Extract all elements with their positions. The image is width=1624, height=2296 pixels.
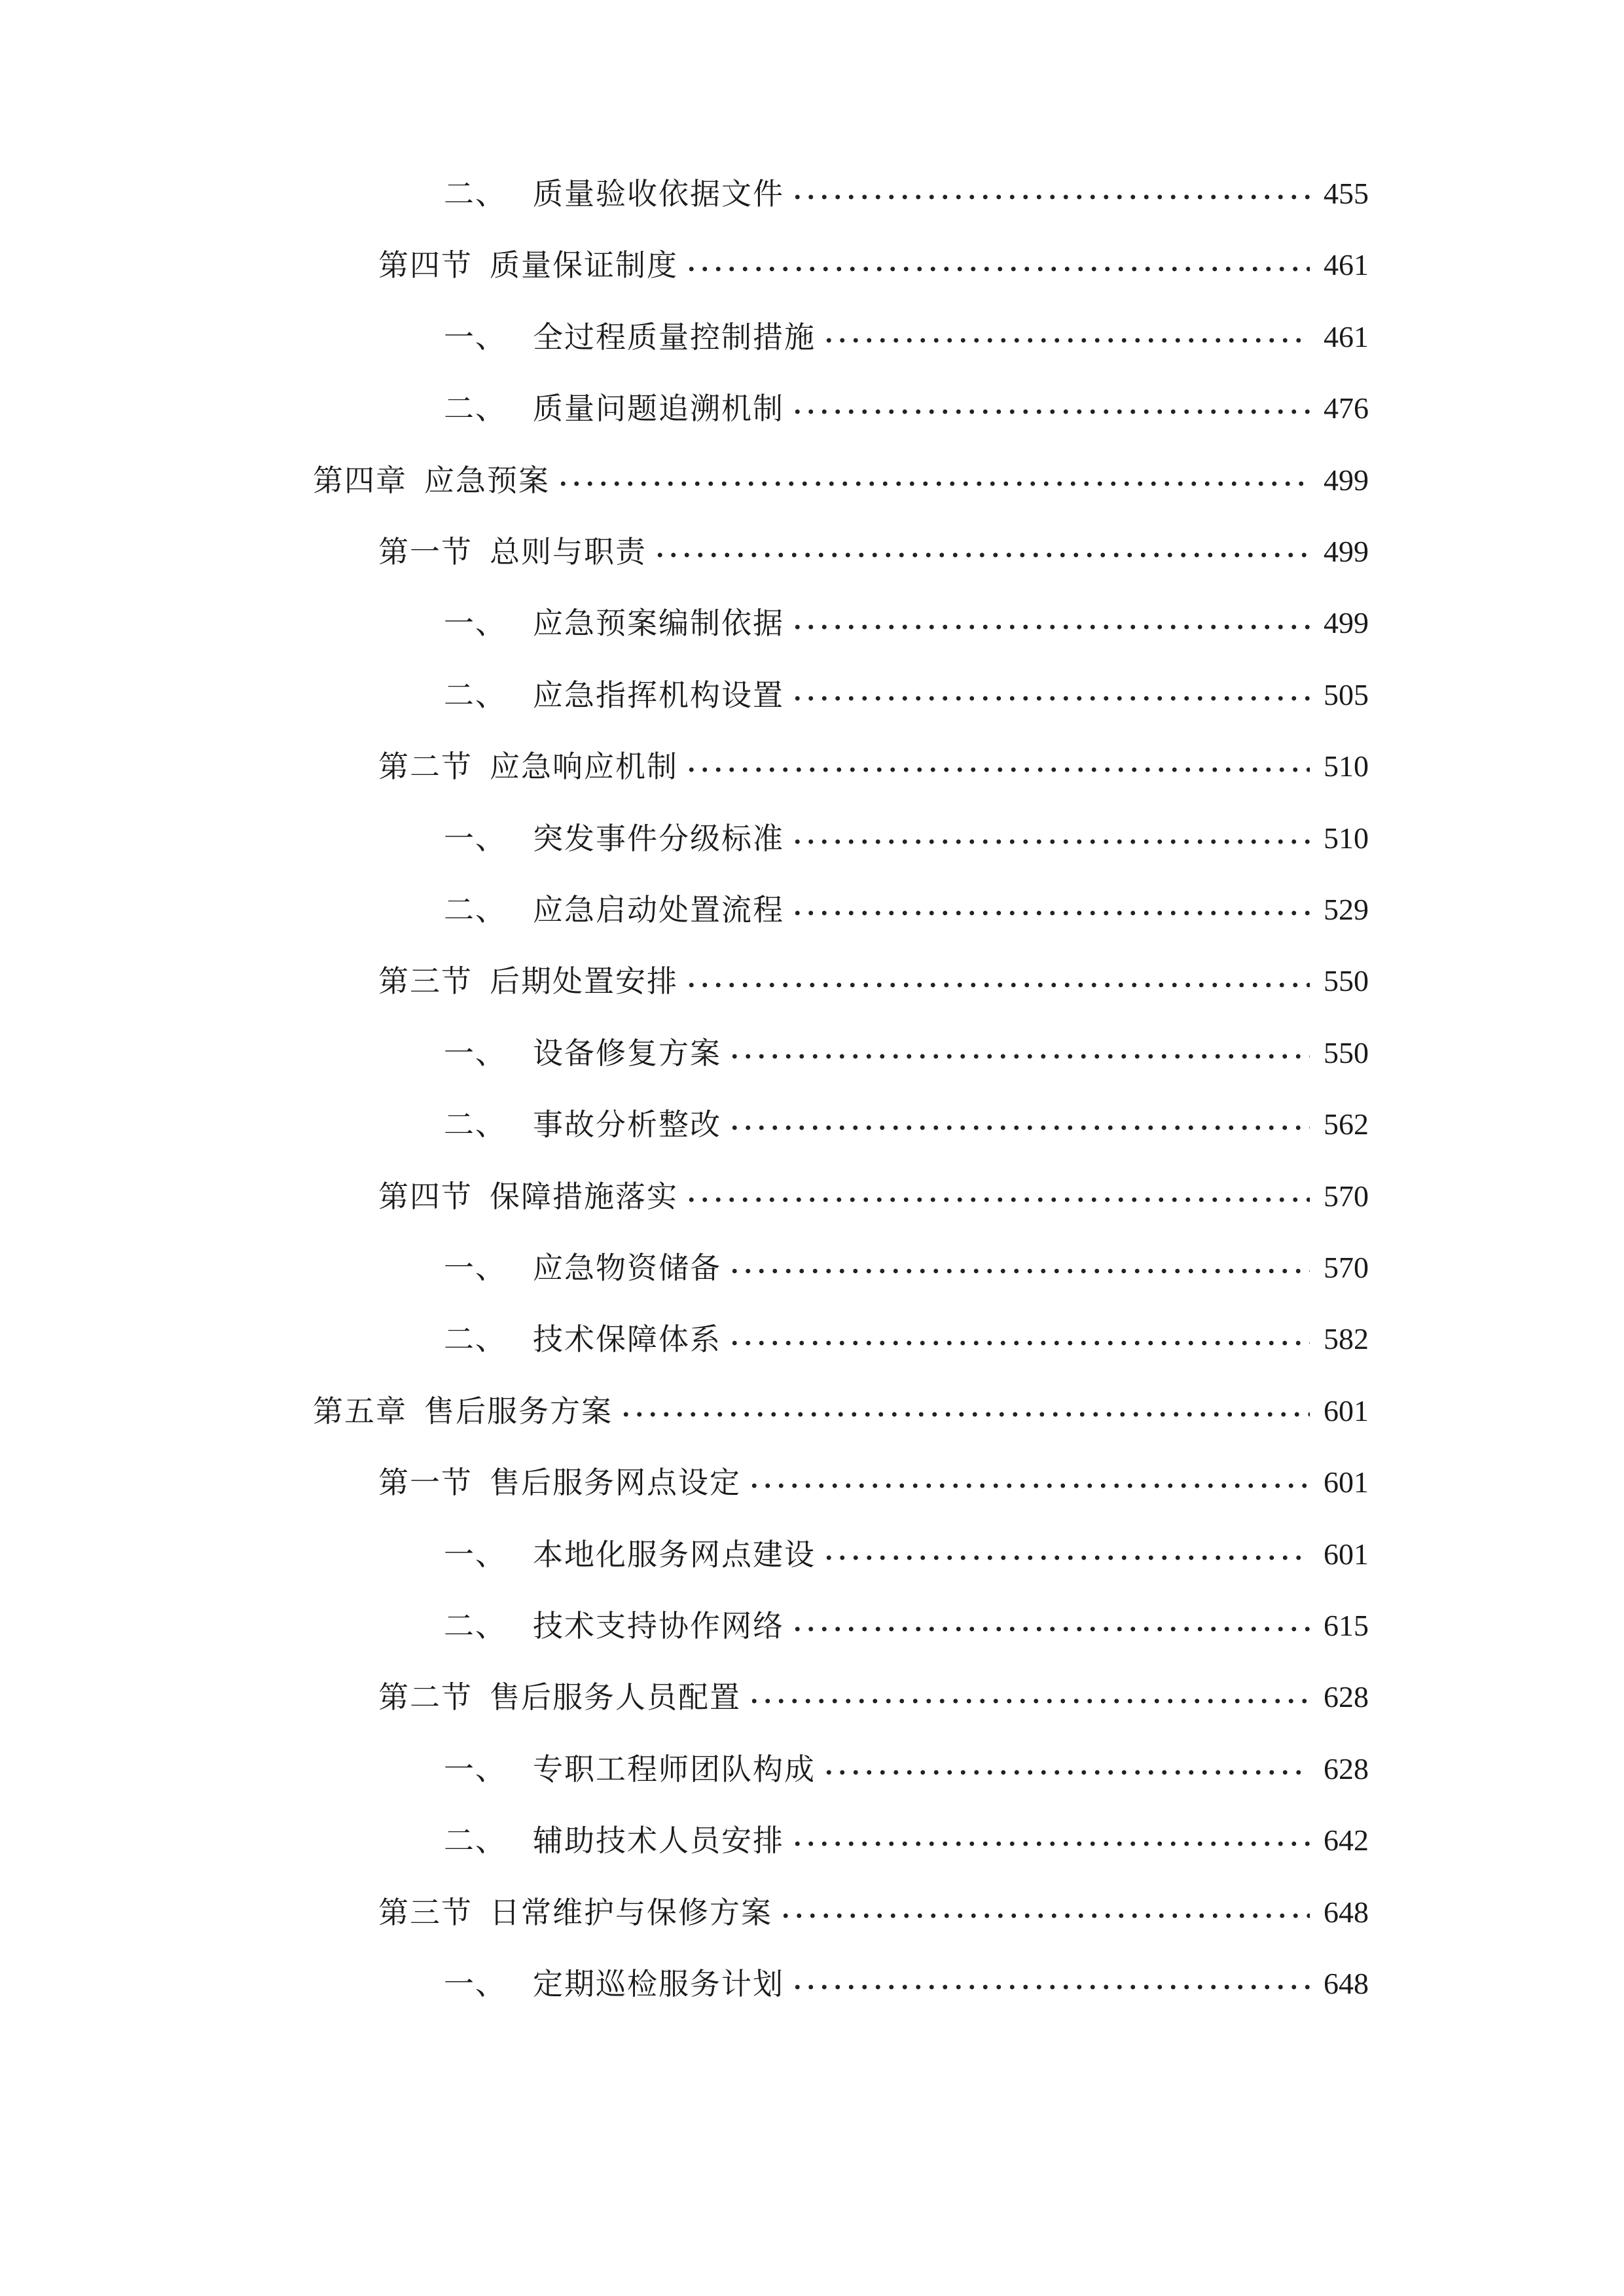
toc-entry-title: 售后服务网点设定 [490,1465,741,1501]
toc-dot-leader [685,740,1310,793]
toc-entry-title: 技术支持协作网络 [533,1608,784,1643]
toc-dot-leader [791,1958,1310,2010]
toc-entry-prefix: 二、 [444,1608,507,1643]
toc-entry-item[interactable] [444,812,1369,865]
toc-entry-page-number: 550 [1324,964,1369,998]
toc-entry-item[interactable] [444,1600,1369,1652]
toc-entry-prefix: 第四节 [378,1178,473,1214]
toc-entry-title: 应急预案 [424,462,550,498]
toc-entry-label [378,1671,741,1723]
toc-entry-prefix: 一、 [444,1250,507,1285]
toc-entry-prefix: 第二节 [378,749,473,785]
toc-dot-leader [791,168,1310,220]
toc-entry-prefix: 二、 [444,176,507,211]
toc-entry-prefix: 一、 [444,1751,507,1787]
toc-entry-page-number: 455 [1324,177,1369,210]
toc-entry-title: 突发事件分级标准 [533,820,784,856]
toc-entry-page-number: 562 [1324,1107,1369,1141]
toc-entry-label [378,1456,741,1509]
toc-dot-leader [791,812,1310,865]
toc-entry-section[interactable] [378,955,1369,1007]
toc-dot-leader [728,1098,1310,1151]
toc-dot-leader [653,526,1310,578]
toc-entry-item[interactable] [444,1098,1369,1151]
toc-entry-page-number: 570 [1324,1179,1369,1213]
toc-entry-item[interactable] [444,311,1369,363]
toc-entry-item[interactable] [444,669,1369,721]
toc-entry-page-number: 642 [1324,1823,1369,1857]
toc-entry-title: 事故分析整改 [533,1107,721,1143]
toc-entry-title: 应急响应机制 [490,749,678,785]
toc-dot-leader [822,1528,1310,1581]
toc-entry-title: 应急启动处置流程 [533,892,784,927]
toc-dot-leader [685,1170,1310,1223]
toc-entry-label [444,1958,784,2010]
toc-entry-page-number: 628 [1324,1751,1369,1785]
toc-entry-title: 应急指挥机构设置 [533,677,784,713]
toc-entry-page-number: 601 [1324,1465,1369,1499]
toc-dot-leader [791,1814,1310,1867]
toc-entry-label [378,740,678,793]
toc-entry-prefix: 第一节 [378,1465,473,1501]
toc-entry-section[interactable] [378,239,1369,291]
toc-entry-label [444,1528,816,1581]
toc-dot-leader [822,1743,1310,1795]
toc-entry-prefix: 第三节 [378,963,473,999]
toc-entry-item[interactable] [444,1027,1369,1079]
toc-dot-leader [728,1313,1310,1365]
toc-entry-page-number: 601 [1324,1393,1369,1427]
toc-entry-prefix: 第三节 [378,1894,473,1930]
toc-entry-title: 总则与职责 [490,534,647,569]
toc-entry-label [313,1385,613,1437]
toc-entry-item[interactable] [444,1313,1369,1365]
toc-entry-item[interactable] [444,382,1369,435]
toc-entry-page-number: 461 [1324,319,1369,353]
toc-entry-item[interactable] [444,1242,1369,1294]
toc-entry-item[interactable] [444,1814,1369,1867]
toc-entry-page-number: 615 [1324,1609,1369,1642]
toc-entry-prefix: 二、 [444,391,507,427]
toc-entry-page-number: 570 [1324,1251,1369,1284]
toc-entry-page-number: 510 [1324,749,1369,783]
toc-entry-title: 设备修复方案 [533,1035,721,1071]
toc-entry-label [378,526,647,578]
toc-dot-leader [791,884,1310,936]
toc-entry-label [313,454,550,507]
toc-entry-section[interactable] [378,1170,1369,1223]
toc-entry-label [444,1313,721,1365]
toc-entry-label [444,1600,784,1652]
toc-entry-prefix: 二、 [444,1107,507,1143]
toc-entry-prefix: 一、 [444,605,507,641]
toc-entry-page-number: 499 [1324,535,1369,568]
toc-entry-title: 后期处置安排 [490,963,678,999]
toc-entry-page-number: 510 [1324,821,1369,855]
toc-entry-title: 保障措施落实 [490,1178,678,1214]
toc-entry-prefix: 一、 [444,1035,507,1071]
toc-entry-prefix: 一、 [444,319,507,355]
toc-entry-section[interactable] [378,526,1369,578]
toc-entry-title: 本地化服务网点建设 [533,1536,816,1572]
toc-entry-section[interactable] [378,1671,1369,1723]
toc-entry-page-number: 505 [1324,677,1369,711]
toc-entry-title: 质量问题追溯机制 [533,391,784,427]
toc-entry-title: 售后服务人员配置 [490,1679,741,1715]
toc-entry-page-number: 648 [1324,1895,1369,1929]
toc-entry-prefix: 二、 [444,892,507,927]
toc-entry-page-number: 550 [1324,1035,1369,1069]
toc-dot-leader [685,955,1310,1007]
toc-entry-title: 辅助技术人员安排 [533,1823,784,1859]
toc-entry-title: 应急物资储备 [533,1250,721,1285]
toc-entry-page-number: 628 [1324,1680,1369,1714]
toc-dot-leader [728,1027,1310,1079]
toc-entry-prefix: 第五章 [313,1393,407,1429]
toc-dot-leader [791,669,1310,721]
toc-entry-label [444,382,784,435]
toc-dot-leader [822,311,1310,363]
toc-entry-label [444,168,784,220]
toc-entry-prefix: 一、 [444,820,507,856]
toc-entry-label [378,239,678,291]
toc-entry-label [444,812,784,865]
toc-entry-title: 质量保证制度 [490,247,678,283]
toc-entry-chapter[interactable] [313,1385,1369,1437]
toc-entry-label [378,955,678,1007]
toc-dot-leader [748,1671,1310,1723]
toc-entry-chapter[interactable] [313,454,1369,507]
toc-dot-leader [619,1385,1310,1437]
toc-entry-title: 质量验收依据文件 [533,176,784,211]
toc-entry-label [444,1098,721,1151]
toc-entry-title: 专职工程师团队构成 [533,1751,816,1787]
toc-entry-item[interactable] [444,1743,1369,1795]
toc-entry-prefix: 二、 [444,677,507,713]
toc-entry-section[interactable] [378,1456,1369,1509]
toc-entry-section[interactable] [378,740,1369,793]
toc-dot-leader [728,1242,1310,1294]
toc-entry-prefix: 第二节 [378,1679,473,1715]
toc-dot-leader [791,1600,1310,1652]
toc-entry-prefix: 二、 [444,1823,507,1859]
toc-entry-page-number: 461 [1324,248,1369,282]
toc-dot-leader [791,382,1310,435]
toc-entry-title: 全过程质量控制措施 [533,319,816,355]
toc-entry-label [444,1242,721,1294]
toc-dot-leader [748,1456,1310,1509]
toc-entry-page-number: 582 [1324,1322,1369,1356]
toc-entry-label [378,1886,772,1939]
toc-entry-prefix: 二、 [444,1321,507,1357]
toc-entry-title: 技术保障体系 [533,1321,721,1357]
toc-entry-page-number: 648 [1324,1967,1369,2000]
toc-entry-label [444,884,784,936]
toc-entry-label [444,669,784,721]
toc-entry-page-number: 601 [1324,1537,1369,1571]
toc-entry-label [444,1814,784,1867]
toc-entry-section[interactable] [378,1886,1369,1939]
toc-entry-item[interactable] [444,1528,1369,1581]
toc-entry-item[interactable] [444,884,1369,936]
toc-entry-label [444,1027,721,1079]
toc-entry-item[interactable] [444,1958,1369,2010]
toc-entry-label [444,1743,816,1795]
toc-entry-page-number: 499 [1324,463,1369,497]
toc-entry-item[interactable] [444,597,1369,649]
toc-entry-label [444,311,816,363]
toc-entry-title: 定期巡检服务计划 [533,1966,784,2001]
toc-entry-prefix: 一、 [444,1536,507,1572]
toc-entry-item[interactable] [444,168,1369,220]
toc-entry-page-number: 499 [1324,606,1369,640]
toc-entry-title: 售后服务方案 [424,1393,613,1429]
toc-entry-page-number: 476 [1324,391,1369,425]
toc-entry-prefix: 第一节 [378,534,473,569]
toc-entry-prefix: 第四节 [378,247,473,283]
toc-dot-leader [556,454,1310,507]
toc-entry-page-number: 529 [1324,893,1369,926]
toc-dot-leader [685,239,1310,291]
toc-dot-leader [791,597,1310,649]
toc-entry-label [378,1170,678,1223]
toc-dot-leader [779,1886,1310,1939]
toc-entry-prefix: 一、 [444,1966,507,2001]
toc-entry-title: 应急预案编制依据 [533,605,784,641]
toc-entry-title: 日常维护与保修方案 [490,1894,772,1930]
toc-entry-prefix: 第四章 [313,462,407,498]
toc-entry-label [444,597,784,649]
